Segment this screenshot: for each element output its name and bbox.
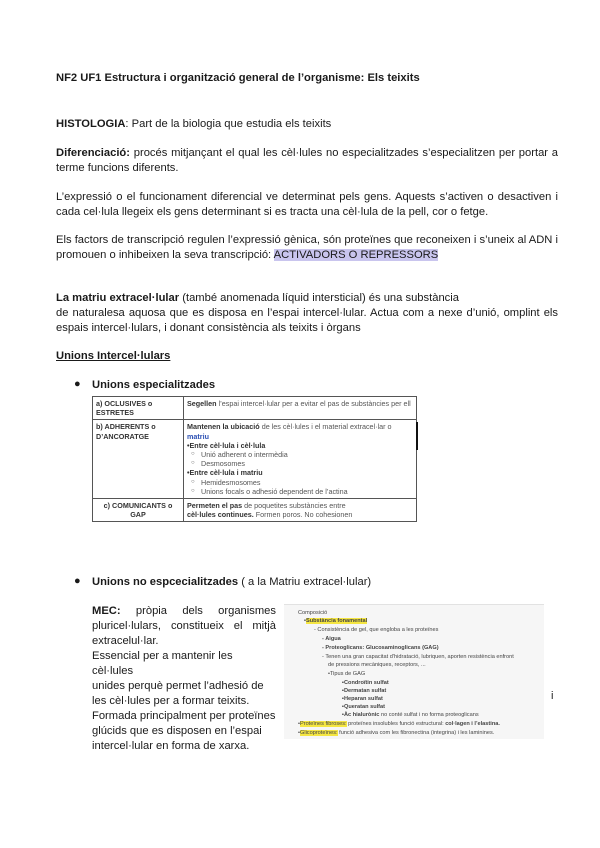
table-row-adherents [93,420,417,499]
item-hemidesmosomes: ○ Hemidesmosomes [187,478,413,487]
inset-glicoproteines [298,729,494,737]
inset-tipus: • Tipus de GAG [328,670,365,678]
oclusives-text: l’espai intercel·lular per a evitar el pas de substàncies per ell [216,399,411,408]
matriu-term: La matriu extracel·lular [56,292,180,304]
inset-subst-text: Substància fonamental [305,618,368,624]
inset-tenen: - Tenen una gran capacitat d’hidratació, lubriquen, aporten resistència enfront [322,653,514,661]
inset-gag-3: ▪ Heparan sulfat [342,695,383,703]
bullet-no-especialitzades: ● [74,575,81,587]
unions-table [92,396,417,522]
diferenciacio-definition: procés mitjançant el qual les cèl·lules no especialitzades s’especialitzen per portar a terme funcions diferents. [56,147,558,174]
mec-line-6: les cèl·lules per a formar teixits. [92,695,250,707]
histologia-paragraph [56,117,558,132]
inset-hialuronic [342,711,479,719]
mec-line-8: glúcids que es disposen en l’espai [92,725,262,737]
oclusives-desc [184,397,417,420]
inset-consist: - Consistència de gel, que engloba a les proteïnes [314,626,438,634]
mec-line-2: pluricel·lulars, constitueix el mitjà [92,620,276,632]
comunicants-text2: Formen poros. No cohesionen [253,510,353,520]
document-title: NF2 UF1 Estructura i organització general de l’organisme: Els teixits [56,72,420,84]
no-especialitzades-rest: ( a la Matriu extracel·lular) [238,576,372,588]
oclusives-cell: a) OCLUSIVES o ESTRETES [93,397,184,420]
inset-fibroses-bold: col·lagen i l’elastina. [445,721,500,727]
mec-line-1 [92,604,276,619]
mec-line-1-text: pròpia dels organismes [120,605,276,617]
inset-proteoglicans: - Proteoglicans: Glucosaminoglicans (GAG) [322,644,439,652]
histologia-definition: : Part de la biologia que estudia els teixits [125,118,332,130]
item-unions-focals: ○ Unions focals o adhesió dependent de l’actina [187,487,413,496]
inset-hialuronic-bold: Àc hialurònic [343,712,380,718]
inset-hialuronic-text: no conté sulfat i no forma proteoglicans [379,712,479,718]
comunicants-desc [184,499,417,522]
factors-paragraph [56,233,558,263]
adherents-cell: b) ADHERENTS o D’ANCORATGE [93,420,184,499]
histologia-term: HISTOLOGIA [56,118,126,130]
mec-line-4: Essencial per a mantenir les cèl·lules [92,650,233,677]
inset-glicoproteines-text: funció adhesiva com les fibronectina (integrina) i les laminines. [337,730,495,736]
diferenciacio-paragraph [56,146,558,176]
adherents-text: de les cèl·lules i el material extracel·lar o [259,422,392,432]
table-row-oclusives [93,397,417,420]
oclusives-bold: Segellen [187,399,217,408]
no-especialitzades-label: Unions no espcecialitzades [92,576,239,588]
inset-gag-1: ▪ Condroïtin sulfat [342,679,389,687]
item-unio-adherent: ○ Unió adherent o intermèdia [187,450,413,459]
adherents-desc [184,420,417,499]
diferenciacio-term: Diferenciació: [56,147,130,159]
matriu-line1-text: (també anomenada líquid intersticial) és una substància [179,292,459,304]
matriu-link: matriu [187,431,209,441]
comunicants-text1: de poquetites substàncies entre [242,501,346,511]
matriu-line1 [56,291,558,306]
inset-fibroses-label: Proteïnes fibroses: [299,721,347,727]
stray-character: i [551,690,554,702]
inset-glicoproteines-label: Glicoproteïnes: [299,730,338,736]
expressio-paragraph: L’expressió o el funcionament diferencial ve determinat pels gens. Aquests s’activen o desactiven i cada cel·lula llegeix els gens determinant si es tracta una cèl·lula de la pell, cor o fetge. [56,191,558,218]
composicio-image [284,604,544,739]
comunicants-cell: c) COMUNICANTS o GAP [93,499,184,522]
comunicants-bold1: Permeten el pas [187,501,243,511]
especialitzades-label: Unions especialitzades [92,379,216,391]
table-edge-mark [416,422,418,450]
inset-gag-2: ▪ Dermatan sulfat [342,687,386,695]
no-especialitzades-line [92,575,532,590]
unions-heading: Unions Intercel·lulars [56,350,171,362]
inset-aigua: - Aigua [322,635,341,643]
inset-fibroses-text: proteïnes insolubles funció estructural: [346,721,446,727]
table-row-comunicants [93,499,417,522]
bullet-especialitzades: ● [74,378,81,390]
adherents-bold: Mantenen la ubicació [187,422,260,432]
inset-subst [304,617,367,625]
group-cell-matriu: •Entre cèl·lula i matriu [187,468,263,478]
inset-gag-4: ▪ Queratan sulfat [342,703,385,711]
inset-tenen-2: de pressions mecàniques, receptors, ... [328,662,426,668]
inset-heading: Composició [298,610,328,616]
mec-line-5: unides perquè permet l’adhesió de [92,680,264,692]
factors-highlight: ACTIVADORS O REPRESSORS [273,249,439,261]
group-cell-cell: •Entre cèl·lula i cèl·lula [187,440,266,450]
factors-text: Els factors de transcripció regulen l’expressió gènica, són proteïnes que reconeixen i s’uneix al ADN i promouen o inhibeixen la seva transcripció: [56,234,558,261]
inset-fibroses [298,720,500,728]
mec-line-7: Formada principalment per proteïnes [92,710,276,722]
mec-line-9: intercel·lular en forma de xarxa. [92,740,250,752]
item-desmosomes: ○ Desmosomes [187,459,413,468]
comunicants-bold2: cèl·lules continues. [187,510,254,520]
matriu-rest: de naturalesa aquosa que es disposa en l’espai intercel·lular. Actua com a nexe d’unió, omplint els espais intercel·lulars, i donant consistència als teixits i òrgans [56,307,558,334]
adherents-summary [187,422,413,440]
mec-line-3: extracelul·lar. [92,635,159,647]
mec-term: MEC: [92,605,121,617]
mec-text [92,604,276,754]
